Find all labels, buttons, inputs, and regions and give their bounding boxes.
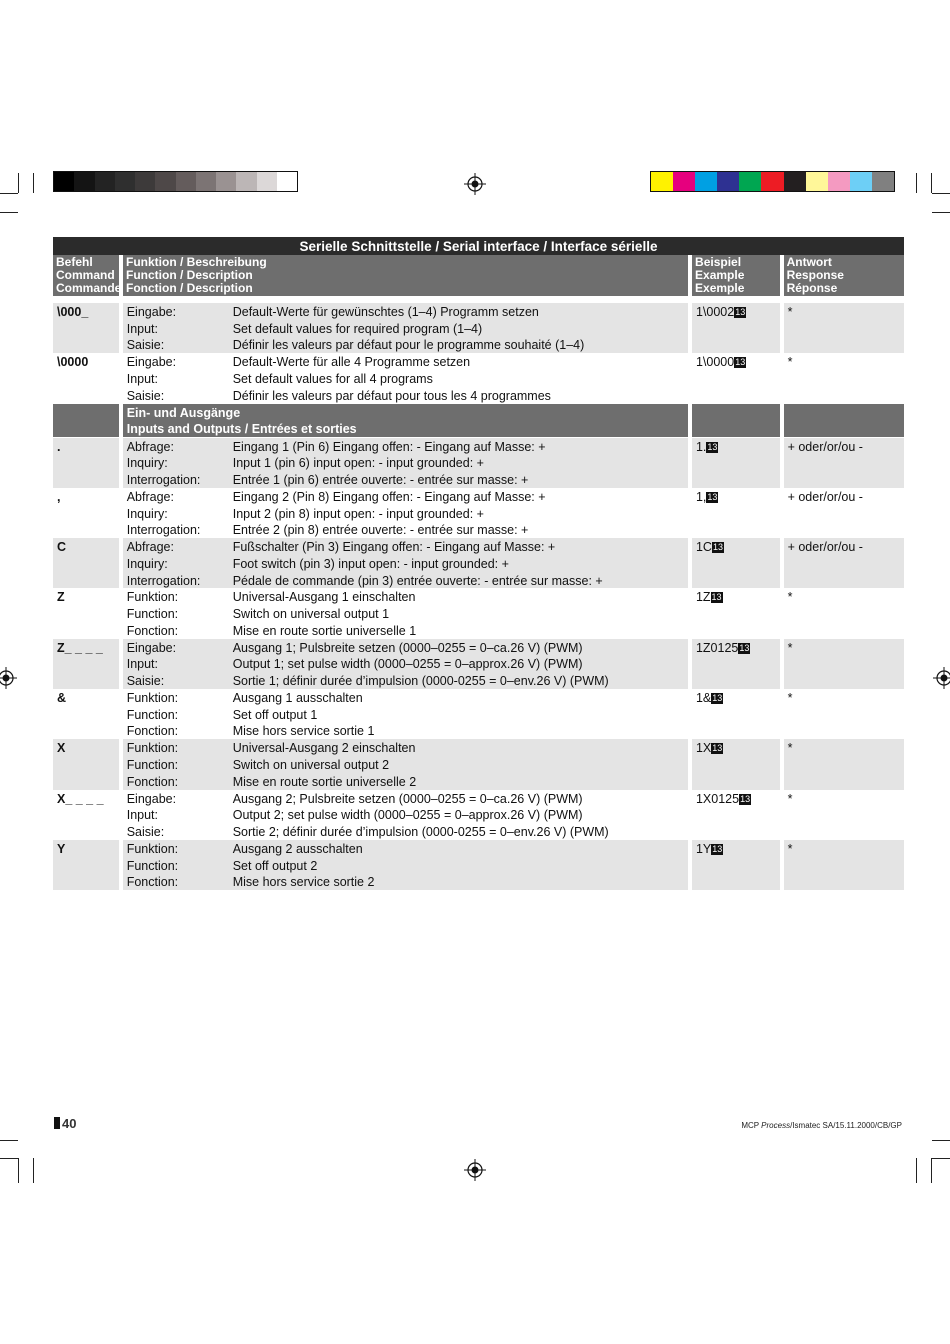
carriage-return-icon: 13 (739, 642, 750, 653)
field-text: Default-Werte für alle 4 Programme setzen (232, 355, 471, 370)
crop-mark (18, 173, 19, 193)
field-label: Interrogation: (126, 523, 201, 538)
response-cell: * (787, 590, 793, 605)
color-swatch (739, 172, 761, 191)
crop-mark (0, 1158, 18, 1159)
description-cell (123, 438, 688, 488)
field-text: Sortie 2; définir durée d’impulsion (0000-0255 = 0–env.26 V) (PWM) (232, 825, 609, 840)
crop-mark (916, 1158, 917, 1183)
field-label: Input: (126, 808, 158, 823)
command-cell: Y (53, 840, 119, 890)
registration-mark-icon (464, 173, 486, 195)
response-cell: * (784, 739, 904, 789)
color-swatch (761, 172, 783, 191)
grayscale-calibration-bar (53, 171, 298, 192)
field-text: Set off output 2 (232, 858, 318, 873)
field-label: Input: (126, 321, 158, 336)
field-text: Set off output 1 (232, 707, 318, 722)
command-cell: X (53, 739, 119, 789)
description-cell (123, 538, 688, 588)
example-cell: 1X012513 (695, 791, 751, 806)
section-subtitle: Inputs and Outputs / Entrées et sorties (126, 422, 357, 437)
command-cell: . (53, 438, 119, 488)
command-cell: C (53, 538, 119, 588)
header-function: Funktion / Beschreibung Function / Description Fonction / Description (123, 255, 688, 296)
crop-mark (932, 1140, 950, 1141)
table-row (53, 353, 904, 403)
table-row (53, 488, 904, 538)
field-text: Sortie 1; définir durée d’impulsion (0000-0255 = 0–env.26 V) (PWM) (232, 674, 609, 689)
field-label: Fonction: (126, 724, 179, 739)
field-text: Input 2 (pin 8) input open: - input grounded: + (232, 506, 484, 521)
field-label: Abfrage: (126, 540, 174, 555)
field-text: Output 2; set pulse width (0000–0255 = 0–approx.26 V) (PWM) (232, 808, 583, 823)
gray-swatch (54, 172, 74, 191)
field-label: Eingabe: (126, 305, 177, 319)
field-label: Fonction: (126, 623, 179, 638)
gray-swatch (196, 172, 216, 191)
header-command: Befehl Command Commande (53, 255, 119, 296)
field-label: Saisie: (126, 825, 165, 840)
example-cell: 1\000013 (695, 355, 746, 370)
field-label: Interrogation: (126, 573, 201, 588)
field-text: Entrée 2 (pin 8) entrée ouverte: - entrée sur masse: + (232, 523, 529, 538)
field-label: Abfrage: (126, 489, 174, 504)
table-row (53, 538, 904, 588)
crop-mark (18, 1158, 19, 1183)
response-cell: * (784, 840, 904, 890)
field-text: Set default values for all 4 programs (232, 372, 433, 386)
field-label: Funktion: (126, 590, 179, 605)
description-cell (123, 639, 688, 689)
field-label: Function: (126, 758, 179, 773)
crop-mark (0, 193, 18, 194)
serial-interface-table (53, 237, 904, 890)
field-text: Ausgang 2 ausschalten (232, 841, 363, 856)
field-text: Définir les valeurs par défaut pour le programme souhaité (1–4) (232, 338, 585, 353)
gray-swatch (74, 172, 94, 191)
table-row (53, 739, 904, 789)
field-label: Fonction: (126, 774, 179, 789)
crop-mark (0, 1140, 18, 1141)
field-text: Switch on universal output 1 (232, 607, 390, 622)
response-cell: * (787, 791, 793, 806)
example-cell: 1\000213 (692, 303, 780, 353)
crop-mark (931, 173, 932, 193)
field-text: Mise en route sortie universelle 2 (232, 774, 417, 789)
field-text: Entrée 1 (pin 6) entrée ouverte: - entrée sur masse: + (232, 473, 529, 487)
crop-mark (33, 173, 34, 193)
crop-mark (932, 193, 950, 194)
field-text: Eingang 2 (Pin 8) Eingang offen: - Eingang auf Masse: + (232, 489, 546, 504)
command-cell: Z (57, 590, 65, 605)
carriage-return-icon: 13 (707, 441, 718, 452)
gray-swatch (257, 172, 277, 191)
table-body (53, 303, 904, 890)
field-text: Pédale de commande (pin 3) entrée ouverte: - entrée sur masse: + (232, 573, 603, 588)
field-text: Foot switch (pin 3) input open: - input grounded: + (232, 556, 509, 571)
example-cell: 1Z13 (695, 590, 722, 605)
table-title: Serielle Schnittstelle / Serial interface / Interface sérielle (53, 237, 904, 255)
field-label: Funktion: (126, 691, 179, 706)
example-cell: 1X13 (692, 739, 780, 789)
description-cell (123, 588, 688, 638)
example-cell: 1.13 (692, 438, 780, 488)
response-cell: + oder/or/ou - (784, 538, 904, 588)
gray-swatch (216, 172, 236, 191)
gray-swatch (115, 172, 135, 191)
response-cell: * (787, 355, 793, 370)
field-label: Input: (126, 372, 158, 386)
description-cell (123, 353, 688, 403)
command-cell: , (57, 489, 61, 504)
header-example: Beispiel Example Exemple (692, 255, 780, 296)
field-text: Universal-Ausgang 1 einschalten (232, 590, 416, 605)
field-text: Input 1 (pin 6) input open: - input grounded: + (232, 456, 484, 471)
response-cell: * (784, 639, 904, 689)
color-swatch (806, 172, 828, 191)
field-label: Saisie: (126, 388, 165, 403)
table-row (53, 689, 904, 739)
carriage-return-icon: 13 (707, 491, 718, 502)
color-swatch (673, 172, 695, 191)
color-swatch (717, 172, 739, 191)
field-label: Abfrage: (126, 439, 174, 454)
gray-swatch (155, 172, 175, 191)
command-cell: \000_ (53, 303, 119, 353)
description-cell (123, 488, 688, 538)
header-response: Antwort Response Réponse (784, 255, 904, 296)
field-text: Output 1; set pulse width (0000–0255 = 0–approx.26 V) (PWM) (232, 657, 583, 672)
registration-mark-icon (464, 1159, 486, 1181)
field-text: Default-Werte für gewünschtes (1–4) Programm setzen (232, 305, 539, 319)
gray-swatch (95, 172, 115, 191)
response-cell: + oder/or/ou - (784, 438, 904, 488)
command-cell: X_ _ _ _ (57, 791, 104, 806)
description-cell (123, 790, 688, 840)
field-text: Switch on universal output 2 (232, 758, 390, 773)
field-label: Input: (126, 657, 158, 672)
field-label: Saisie: (126, 674, 165, 689)
example-cell: 1,13 (695, 489, 718, 504)
field-label: Function: (126, 858, 179, 873)
carriage-return-icon: 13 (712, 542, 723, 553)
response-cell: * (787, 691, 793, 706)
field-label: Saisie: (126, 338, 165, 353)
gray-swatch (277, 172, 297, 191)
field-text: Fußschalter (Pin 3) Eingang offen: - Eingang auf Masse: + (232, 540, 556, 555)
footer-note: MCP Process/Ismatec SA/15.11.2000/CB/GP (741, 1121, 902, 1130)
field-label: Funktion: (126, 741, 179, 756)
table-row (53, 790, 904, 840)
field-label: Function: (126, 607, 179, 622)
field-text: Ausgang 1; Pulsbreite setzen (0000–0255 = 0–ca.26 V) (PWM) (232, 640, 583, 655)
gray-swatch (236, 172, 256, 191)
field-text: Mise hors service sortie 2 (232, 875, 375, 890)
field-label: Eingabe: (126, 640, 177, 655)
response-cell: * (784, 303, 904, 353)
field-label: Funktion: (126, 841, 179, 856)
example-cell: 1Y13 (692, 840, 780, 890)
field-text: Mise hors service sortie 1 (232, 724, 375, 739)
field-label: Inquiry: (126, 556, 168, 571)
color-swatch (872, 172, 894, 191)
table-row (53, 588, 904, 638)
carriage-return-icon: 13 (711, 592, 722, 603)
example-cell: 1&13 (695, 691, 723, 706)
field-label: Eingabe: (126, 355, 177, 370)
command-cell: & (57, 691, 67, 706)
table-row (53, 639, 904, 689)
crop-mark (916, 173, 917, 193)
carriage-return-icon: 13 (735, 357, 746, 368)
table-row (53, 840, 904, 890)
page-number: 40 (54, 1116, 76, 1131)
crop-mark (932, 1158, 950, 1159)
field-label: Inquiry: (126, 506, 168, 521)
crop-mark (931, 1158, 932, 1183)
color-calibration-bar (650, 171, 895, 192)
carriage-return-icon: 13 (712, 743, 723, 754)
description-cell (123, 840, 688, 890)
description-cell (123, 739, 688, 789)
color-swatch (784, 172, 806, 191)
crop-mark (33, 1158, 34, 1183)
command-cell: Z_ _ _ _ (53, 639, 119, 689)
section-title: Ein- und Ausgänge (126, 405, 241, 420)
section-row (53, 404, 904, 438)
table-row (53, 438, 904, 488)
crop-mark (932, 212, 950, 213)
response-cell: + oder/or/ou - (787, 489, 863, 504)
color-swatch (828, 172, 850, 191)
crop-mark (0, 212, 18, 213)
field-text: Mise en route sortie universelle 1 (232, 623, 417, 638)
field-text: Eingang 1 (Pin 6) Eingang offen: - Eingang auf Masse: + (232, 439, 546, 454)
table-header (53, 255, 904, 296)
example-cell: 1Z012513 (692, 639, 780, 689)
field-label: Eingabe: (126, 791, 177, 806)
color-swatch (651, 172, 673, 191)
command-cell: \0000 (57, 355, 89, 370)
field-text: Ausgang 1 ausschalten (232, 691, 363, 706)
carriage-return-icon: 13 (712, 843, 723, 854)
field-label: Interrogation: (126, 473, 201, 487)
registration-mark-icon (933, 667, 950, 689)
description-cell (123, 303, 688, 353)
field-label: Function: (126, 707, 179, 722)
field-text: Universal-Ausgang 2 einschalten (232, 741, 416, 756)
gray-swatch (176, 172, 196, 191)
table-row (53, 303, 904, 353)
field-text: Set default values for required program (1–4) (232, 321, 483, 336)
color-swatch (850, 172, 872, 191)
gray-swatch (135, 172, 155, 191)
color-swatch (695, 172, 717, 191)
field-text: Définir les valeurs par défaut pour tous les 4 programmes (232, 388, 551, 403)
field-text: Ausgang 2; Pulsbreite setzen (0000–0255 = 0–ca.26 V) (PWM) (232, 791, 583, 806)
carriage-return-icon: 13 (735, 307, 746, 317)
field-label: Inquiry: (126, 456, 168, 471)
description-cell (123, 689, 688, 739)
carriage-return-icon: 13 (740, 793, 751, 804)
example-cell: 1C13 (692, 538, 780, 588)
registration-mark-icon (0, 667, 17, 689)
field-label: Fonction: (126, 875, 179, 890)
carriage-return-icon: 13 (712, 693, 723, 704)
